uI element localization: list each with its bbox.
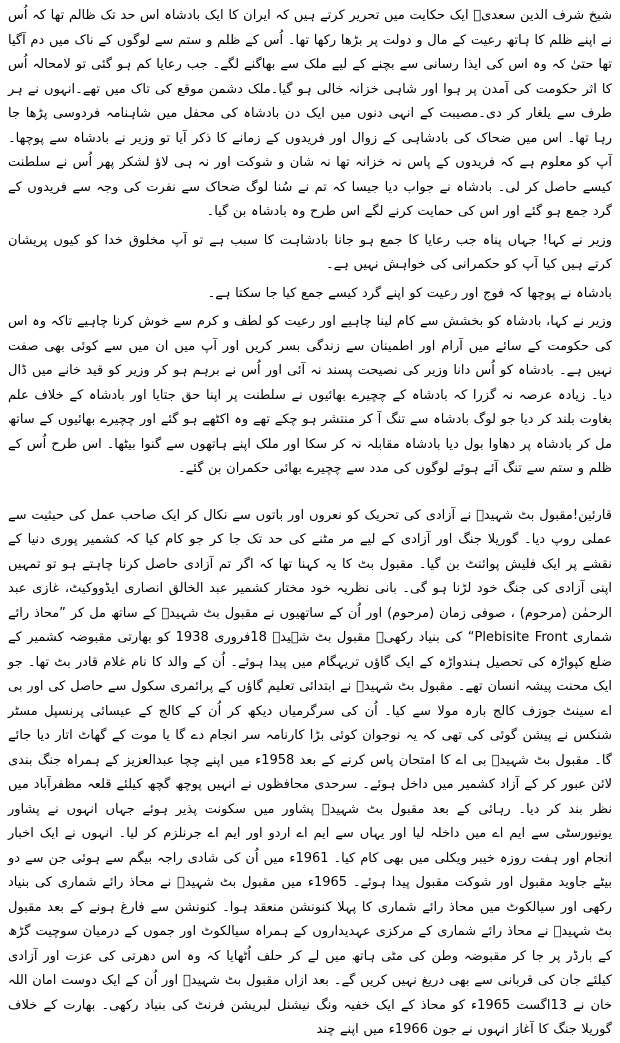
- story-section: [8, 4, 612, 482]
- story-paragraph-2: وزیر نے کہا! جہاں پناہ جب رعایا کا جمع ہو جانا بادشاہت کا سبب ہے تو آپ مخلوق خدا کو کیوں پریشان کرتے ہیں کیا آپ کو حکمرانی کی خواہش نہیں ہے۔: [8, 232, 612, 272]
- story-paragraph-1: شیخ شرف الدین سعدیؒ ایک حکایت میں تحریر کرتے ہیں کہ ایران کا ایک بادشاہ اس حد تک ظالم تھا کہ اُس نے اپنے ظلم کا ہاتھ رعیت کے مال و دولت پر بڑھا رکھا تھا۔ اُس کے ظلم و ستم سے لوگوں کے ناک میں دم آگیا تھا حتیٰ کہ وہ اس کی ایذا رسانی سے بچنے کے لیے ملک سے بھاگنے لگے۔ جب رعایا کم ہو گئی تو لامحالہ اُس کا اثر حکومت کی آمدن پر ہوا اور شاہی خزانہ خالی ہو گیا۔ملک دشمن موقع کی تاک میں تھے۔انہوں نے ہر طرف سے یلغار کر دی۔مصیبت کے انہی دنوں میں ایک دن بادشاہ کی محفل میں شاہنامہ فردوسی پڑھا جا رہا تھا۔ اس میں ضحاک کی بادشاہی کے زوال اور فریدوں کے زمانے کا ذکر آیا تو وزیر نے بادشاہ سے پوچھا۔ آپ کو معلوم ہے کہ فریدوں کے پاس نہ خزانہ تھا نہ شان و شوکت اور نہ ہی لاؤ لشکر پھر اُس نے سلطنت کیسے حاصل کر لی۔ بادشاہ نے جواب دیا جیسا کہ تم نے سُنا لوگ ضحاک سے نفرت کی وجہ سے فریدوں کے گرد جمع ہو گئے اور اس کی حمایت کرنے لگے اس طرح وہ بادشاہ بن گیا۔: [8, 8, 612, 219]
- section-spacer: [8, 482, 612, 504]
- biography-paragraph: قارئین!مقبول بٹ شہیدؒ نے آزادی کی تحریک کو نعروں اور باتوں سے نکال کر ایک صاحب عمل کی حیثیت سے عملی روپ دیا۔ گوریلا جنگ اور آزادی کے لیے مر مٹنے کی حد تک جا کر جو کام کیا کہ کشمیر پوری دنیا کے نقشے پر ایک فلیش پوائنٹ بن گیا۔ مقبول بٹ کا یہ کہنا تھا کہ اگر تم آزادی حاصل کرنا چاہتے ہو تو تمہیں اپنی آزادی کی جنگ خود لڑنا ہو گی۔ بانی نظریہ خود مختار کشمیر عبد الخالق انصاری ایڈووکیٹ، غازی عبد الرحمٰن (مرحوم) ، صوفی زمان (مرحوم) اور اُن کے ساتھیوں نے مقبول بٹ شہیدؒ کے ساتھ مل کر ”محاذ رائے شماری Plebisite Front“ کی بنیاد رکھی۔ مقبول بٹ شہیدؒ 18فروری 1938 کو بھارتی مقبوضہ کشمیر کے ضلع کپواڑہ کی تحصیل ہندواڑہ کے ایک گاؤں تریہگام میں پیدا ہوئے۔ اُن کے والد کا نام غلام قادر بٹ تھا۔ جو ایک محنت پیشہ انسان تھے۔ مقبول بٹ شہیدؒ نے ابتدائی تعلیم گاؤں کے پرائمری سکول سے حاصل کی اور بی اے سینٹ جوزف کالج بارہ مولا سے کیا۔ اُن کی سرگرمیاں دیکھ کر اُن کے کالج کے عیسائی پرنسپل مسٹر شنکس نے پیشن گوئی کی تھی کہ یہ نوجوان کوئی بڑا کارنامہ سر انجام دے گا یا موت کے گھاٹ اتار دیا جائے گا۔ مقبول بٹ شہیدؒ بی اے کا امتحان پاس کرنے کے بعد 1958ء میں اپنے چچا عبدالعزیز کے ہمراہ جنگ بندی لائن عبور کر کے آزاد کشمیر میں داخل ہوئے۔ سرحدی محافظوں نے انہیں پوچھ گچھ کیلئے قلعہ مظفرآباد میں نظر بند کر دیا۔ رہائی کے بعد مقبول بٹ شہیدؒ پشاور میں سکونت پذیر ہوئے جہاں انہوں نے پشاور یونیورسٹی سے ایم اے میں داخلہ لیا اور یہاں سے ایم اے اردو اور ایم اے جرنلزم کر لیا۔ انہوں نے ایک اخبار انجام اور ہفت روزہ خیبر ویکلی میں بھی کام کیا۔ 1961ء میں اُن کی شادی راجہ بیگم سے ہوئی جن سے دو بیٹے جاوید مقبول اور شوکت مقبول پیدا ہوئے۔ 1965ء میں مقبول بٹ شہیدؒ نے محاذ رائے شماری کی بنیاد رکھی اور سیالکوٹ میں محاذ رائے شماری کا پہلا کنونشن منعقد ہوا۔ کنونشن سے فارغ ہونے کے بعد مقبول بٹ شہیدؒ نے محاذ رائے شماری کے مرکزی عہدیداروں کے ہمراہ سیالکوٹ اور جموں کے درمیان سوچیت گڑھ کے بارڈر پر جا کر مقبوضہ وطن کی مٹی ہاتھ میں لے کر حلف اُٹھایا کہ وہ اس دھرتی کی عزت اور آزادی کیلئے جان کی قربانی سے بھی دریغ نہیں کریں گے۔ بعد ازاں مقبول بٹ شہیدؒ اور اُن کے ایک دوست امان اللہ خان نے 13اگست 1965ء کو محاذ کے ایک خفیہ ونگ نیشنل لبریشن فرنٹ کی بنیاد رکھی۔ بھارت کے خلاف گوریلا جنگ کا آغاز انہوں نے جون 1966ء میں اپنے چند: [8, 507, 613, 1037]
- story-paragraph-4: وزیر نے کہا، بادشاہ کو بخشش سے کام لینا چاہیے اور رعیت کو لطف و کرم سے خوش کرنا چاہیے تاکہ وہ اس کی حکومت کے سائے میں آرام اور اطمینان سے زندگی بسر کریں اور آپ میں ان میں سے کوئی بھی صفت نہیں ہے۔ بادشاہ کو اُس دانا وزیر کی نصیحت پسند نہ آئی اور اُس نے برہم ہو کر وزیر کو قید خانے میں ڈال دیا۔ زیادہ عرصہ نہ گزرا کہ بادشاہ کے چچیرے بھائیوں نے سلطنت پر اپنا حق جتایا اور بادشاہ کے خلاف علم بغاوت بلند کر دیا جو لوگ بادشاہ سے تنگ آ کر منتشر ہو چکے تھے وہ اکٹھے ہو گئے اور چچیرے بھائیوں کے ساتھ مل کر بادشاہ پر دھاوا بول دیا بادشاہ مقابلہ نہ کر سکا اور ملک اپنے ہاتھوں سے گنوا بیٹھا۔ اس طرح اُس کے ظلم و ستم سے تنگ آئے ہوئے لوگوں کی مدد سے چچیرے بھائی حکمران بن گئے۔: [8, 314, 612, 476]
- biography-section: [8, 504, 612, 1043]
- story-paragraph-3: بادشاہ نے پوچھا کہ فوج اور رعیت کو اپنے گرد کیسے جمع کیا جا سکتا ہے۔: [207, 285, 612, 301]
